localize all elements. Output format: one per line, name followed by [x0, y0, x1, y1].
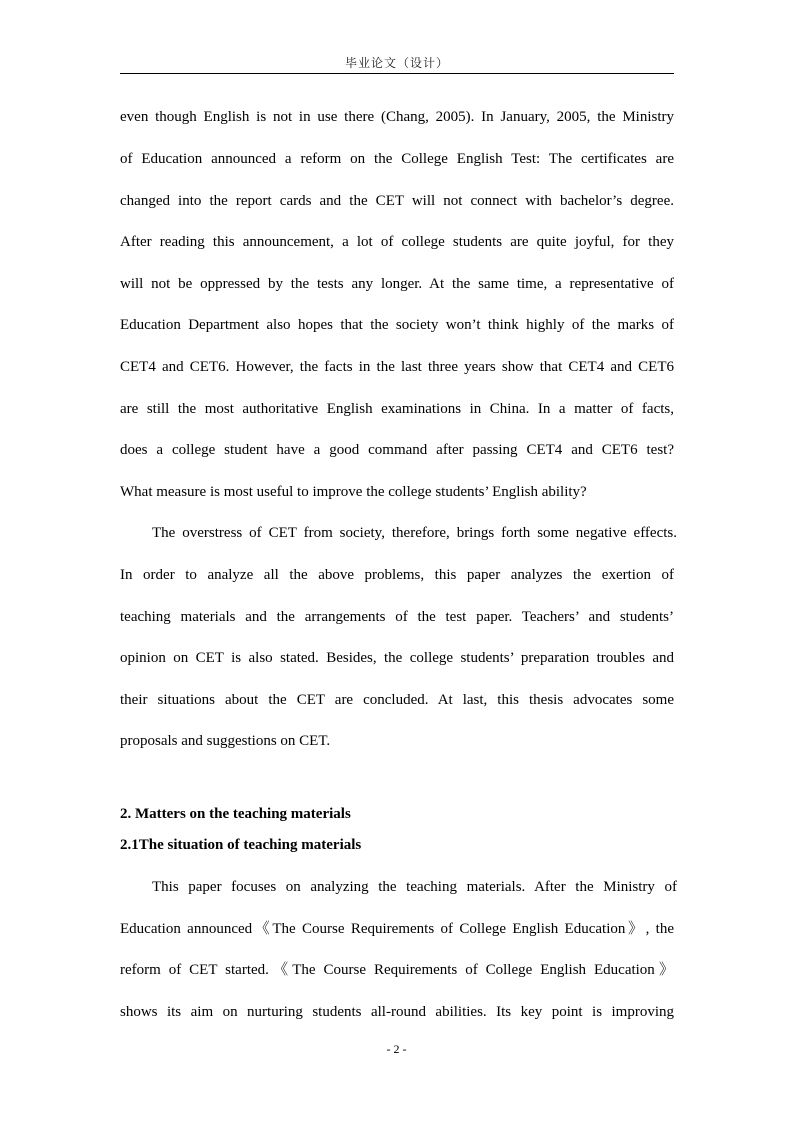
- body-line: After reading this announcement, a lot of college students are quite joyful, for they: [120, 234, 674, 250]
- body-line: teaching materials and the arrangements of the test paper. Teachers’ and students’: [120, 609, 674, 625]
- page-number: - 2 -: [386, 1042, 407, 1056]
- body-line: opinion on CET is also stated. Besides, the college students’ preparation troubles and: [120, 650, 674, 666]
- body-line: reform of CET started.《The Course Requirements of College English Education》: [120, 962, 674, 978]
- body-line: This paper focuses on analyzing the teaching materials. After the Ministry of: [152, 879, 677, 895]
- subsection-heading: 2.1The situation of teaching materials: [120, 837, 362, 853]
- body-line: even though English is not in use there (Chang, 2005). In January, 2005, the Ministry: [120, 109, 674, 125]
- header-rule: [120, 73, 674, 74]
- section-heading: 2. Matters on the teaching materials: [120, 806, 351, 822]
- body-line: changed into the report cards and the CET will not connect with bachelor’s degree.: [120, 193, 674, 209]
- body-line: In order to analyze all the above problems, this paper analyzes the exertion of: [120, 567, 674, 583]
- body-line: does a college student have a good command after passing CET4 and CET6 test?: [120, 442, 674, 458]
- body-line: shows its aim on nurturing students all-round abilities. Its key point is improving: [120, 1004, 674, 1020]
- body-line: CET4 and CET6. However, the facts in the last three years show that CET4 and CET6: [120, 359, 674, 375]
- body-line: will not be oppressed by the tests any longer. At the same time, a representative of: [120, 276, 674, 292]
- body-line: their situations about the CET are concluded. At last, this thesis advocates some: [120, 692, 674, 708]
- body-line: of Education announced a reform on the College English Test: The certificates are: [120, 151, 674, 167]
- running-header: 毕业论文（设计）: [344, 56, 449, 70]
- body-line: The overstress of CET from society, therefore, brings forth some negative effects.: [152, 525, 677, 541]
- body-line: Education announced《The Course Requirements of College English Education》, the: [120, 921, 674, 937]
- body-line: What measure is most useful to improve the college students’ English ability?: [120, 484, 587, 500]
- body-line: proposals and suggestions on CET.: [120, 733, 331, 749]
- body-line: are still the most authoritative English examinations in China. In a matter of facts,: [120, 401, 674, 417]
- body-line: Education Department also hopes that the society won’t think highly of the marks of: [120, 317, 674, 333]
